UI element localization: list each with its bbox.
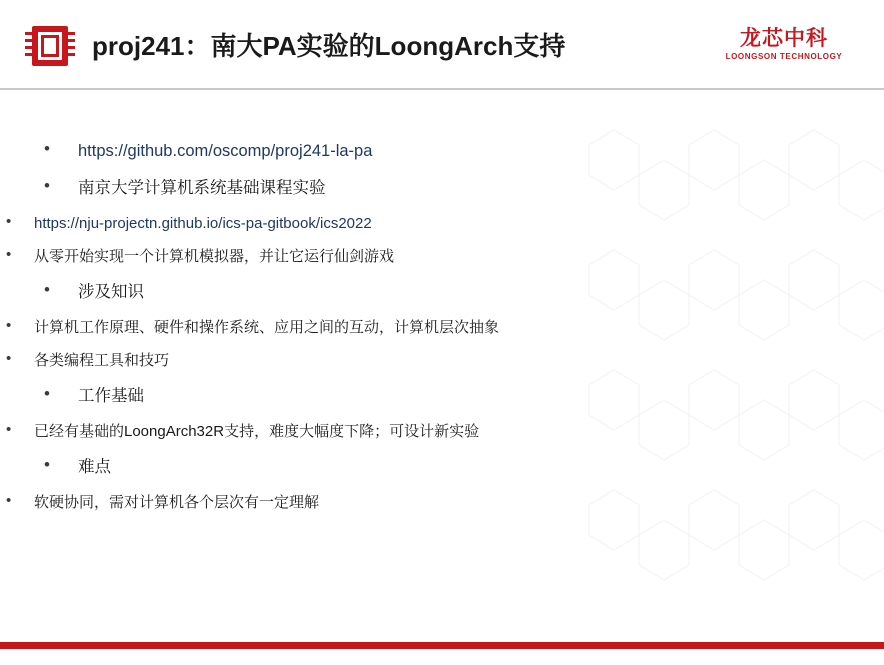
bullet-level1: • 南京大学计算机系统基础课程实验 xyxy=(0,177,884,199)
bullet-group-3 xyxy=(0,385,884,442)
brand-name-cn: 龙芯中科 xyxy=(740,27,828,50)
bullet-list-level2 xyxy=(0,493,884,513)
bullet-level2: • 软硬协同，需对计算机各个层次有一定理解 xyxy=(0,493,884,513)
bullet-group-4 xyxy=(0,456,884,513)
bullet-list-level1 xyxy=(0,140,884,513)
bullet-group-2 xyxy=(0,281,884,371)
bullet-level2: • 各类编程工具和技巧 xyxy=(0,351,884,371)
header-divider xyxy=(0,88,884,90)
bullet-list-level2 xyxy=(0,214,884,267)
bullet-level1: • 难点 xyxy=(0,456,884,478)
bullet-level2: • 已经有基础的LoongArch32R支持，难度大幅度下降；可设计新实验 xyxy=(0,422,884,442)
bullet-level2: • 从零开始实现一个计算机模拟器，并让它运行仙剑游戏 xyxy=(0,247,884,267)
bullet-level1-link[interactable]: • https://github.com/oscomp/proj241-la-pa xyxy=(0,140,884,162)
page-title: proj241：南大PA实验的LoongArch支持 xyxy=(92,31,566,61)
slide-header xyxy=(0,0,884,88)
slide-body xyxy=(0,140,884,527)
bullet-level2-link[interactable]: • https://nju-projectn.github.io/ics-pa-gitbook/ics2022 xyxy=(0,214,884,234)
bullet-level1: • 涉及知识 xyxy=(0,281,884,303)
bullet-level2: • 计算机工作原理、硬件和操作系统、应用之间的互动，计算机层次抽象 xyxy=(0,318,884,338)
footer-strip xyxy=(0,649,884,665)
bullet-list-level2 xyxy=(0,318,884,371)
bullet-group-1 xyxy=(0,177,884,267)
footer-accent-bar xyxy=(0,642,884,649)
brand-name-en: LOONGSON TECHNOLOGY xyxy=(725,52,843,61)
bullet-level1: • 工作基础 xyxy=(0,385,884,407)
bullet-group-0 xyxy=(0,140,884,162)
chip-logo-icon xyxy=(23,24,77,68)
brand-logo xyxy=(724,27,844,63)
bullet-list-level2 xyxy=(0,422,884,442)
